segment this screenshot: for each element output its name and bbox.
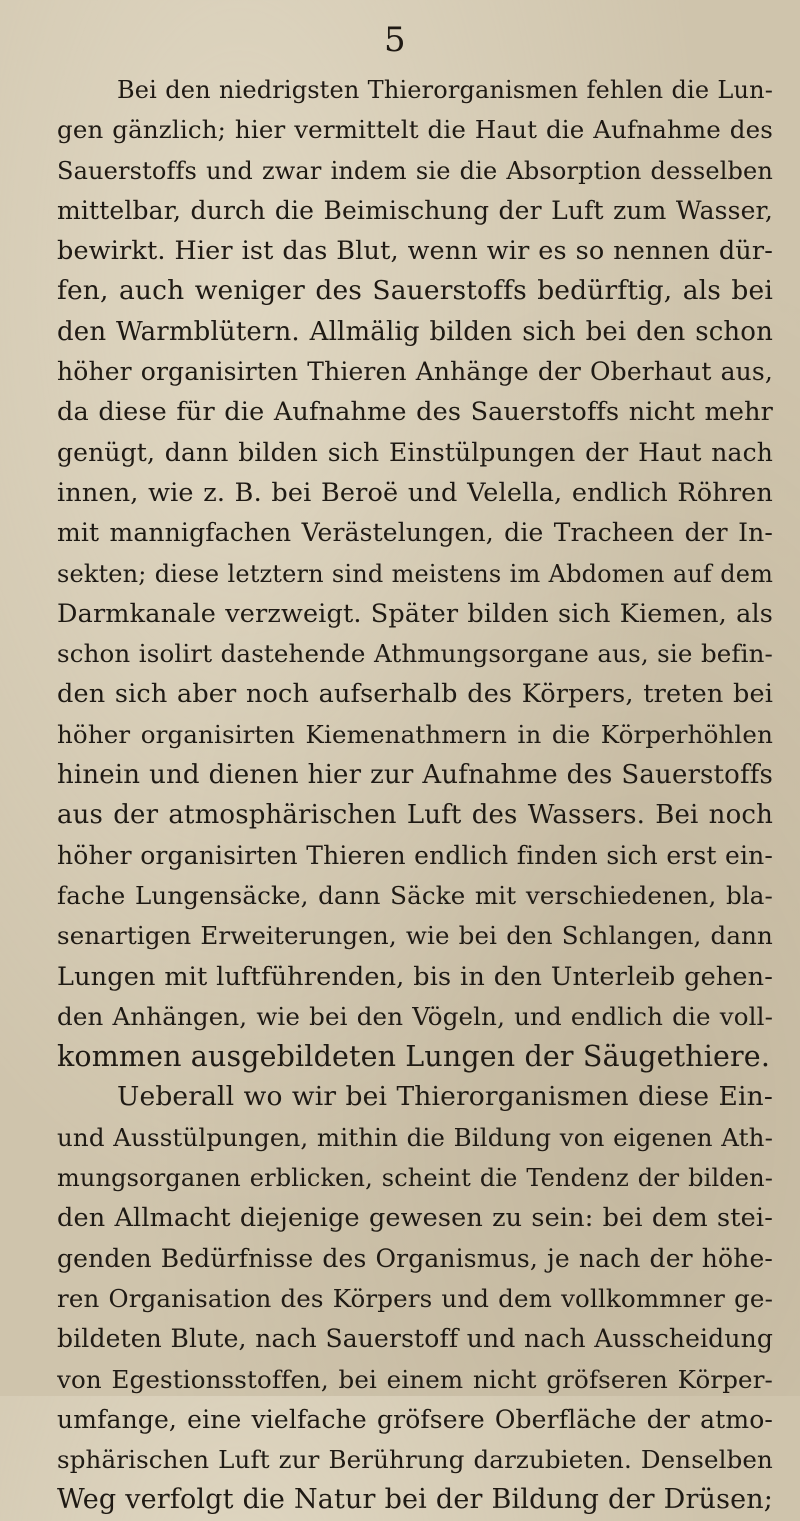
text-line: den Warmblütern. Allmälig bilden sich bei den schon bbox=[57, 316, 773, 347]
text-line: den Allmacht diejenige gewesen zu sein: bei dem stei- bbox=[57, 1203, 773, 1234]
text-line: innen, wie z. B. bei Beroë und Velella, endlich Röhren bbox=[57, 477, 773, 508]
text-line: gen gänzlich; hier vermittelt die Haut die Aufnahme des bbox=[57, 115, 773, 145]
text-line: ren Organisation des Körpers und dem vollkommner ge- bbox=[57, 1283, 773, 1313]
text-line: sekten; diese letztern sind meistens im Abdomen auf dem bbox=[57, 559, 773, 588]
text-line: höher organisirten Kiemenathmern in die Körperhöhlen bbox=[57, 719, 773, 749]
text-line: fache Lungensäcke, dann Säcke mit verschiedenen, bla- bbox=[57, 880, 773, 910]
text-line: Bei den niedrigsten Thierorganismen fehlen die Lun- bbox=[117, 76, 773, 104]
text-line: bildeten Blute, nach Sauerstoff und nach Ausscheidung bbox=[57, 1324, 773, 1354]
page-number: 5 bbox=[384, 20, 406, 60]
text-line: höher organisirten Thieren Anhänge der Oberhaut aus, bbox=[57, 357, 773, 387]
text-line: genden Bedürfnisse des Organismus, je nach der höhe- bbox=[57, 1243, 773, 1273]
text-line: mittelbar, durch die Beimischung der Luft zum Wasser, bbox=[57, 195, 773, 225]
text-line: genügt, dann bilden sich Einstülpungen der Haut nach bbox=[57, 437, 773, 467]
text-line: senartigen Erweiterungen, wie bei den Schlangen, dann bbox=[57, 921, 773, 951]
text-line: bewirkt. Hier ist das Blut, wenn wir es so nennen dür- bbox=[57, 236, 773, 267]
text-line: höher organisirten Thieren endlich finden sich erst ein- bbox=[57, 840, 773, 870]
text-line: mit mannigfachen Verästelungen, die Tracheen der In- bbox=[57, 518, 773, 548]
text-line: kommen ausgebildeten Lungen der Säugethiere. bbox=[57, 1040, 771, 1074]
text-line: schon isolirt dastehende Athmungsorgane aus, sie befin- bbox=[57, 639, 773, 669]
text-line: aus der atmosphärischen Luft des Wassers. Bei noch bbox=[57, 800, 773, 831]
text-line: und Ausstülpungen, mithin die Bildung von eigenen Ath- bbox=[57, 1122, 773, 1152]
text-line: mungsorganen erblicken, scheint die Tendenz der bilden- bbox=[57, 1164, 773, 1193]
text-line: hinein und dienen hier zur Aufnahme des Sauerstoffs bbox=[57, 760, 773, 791]
text-line: Lungen mit luftführenden, bis in den Unterleib gehen- bbox=[57, 961, 773, 992]
text-line: umfange, eine vielfache gröfsere Oberfläche der atmo- bbox=[57, 1404, 773, 1434]
text-line: Darmkanale verzweigt. Später bilden sich Kiemen, als bbox=[57, 598, 773, 629]
text-line: Ueberall wo wir bei Thierorganismen diese Ein- bbox=[117, 1081, 773, 1113]
text-line: fen, auch weniger des Sauerstoffs bedürftig, als bei bbox=[57, 275, 773, 307]
text-line: Sauerstoffs und zwar indem sie die Absorption desselben bbox=[57, 156, 773, 185]
text-line: sphärischen Luft zur Berührung darzubieten. Denselben bbox=[57, 1445, 773, 1475]
text-line: den sich aber noch aufserhalb des Körpers, treten bei bbox=[57, 679, 773, 710]
text-line: den Anhängen, wie bei den Vögeln, und endlich die voll- bbox=[57, 1001, 773, 1031]
text-line: Weg verfolgt die Natur bei der Bildung der Drüsen; bbox=[57, 1484, 773, 1516]
body-text bbox=[57, 70, 773, 1521]
text-line: von Egestionsstoffen, bei einem nicht gröfseren Körper- bbox=[57, 1364, 773, 1394]
text-line: da diese für die Aufnahme des Sauerstoffs nicht mehr bbox=[57, 397, 773, 428]
